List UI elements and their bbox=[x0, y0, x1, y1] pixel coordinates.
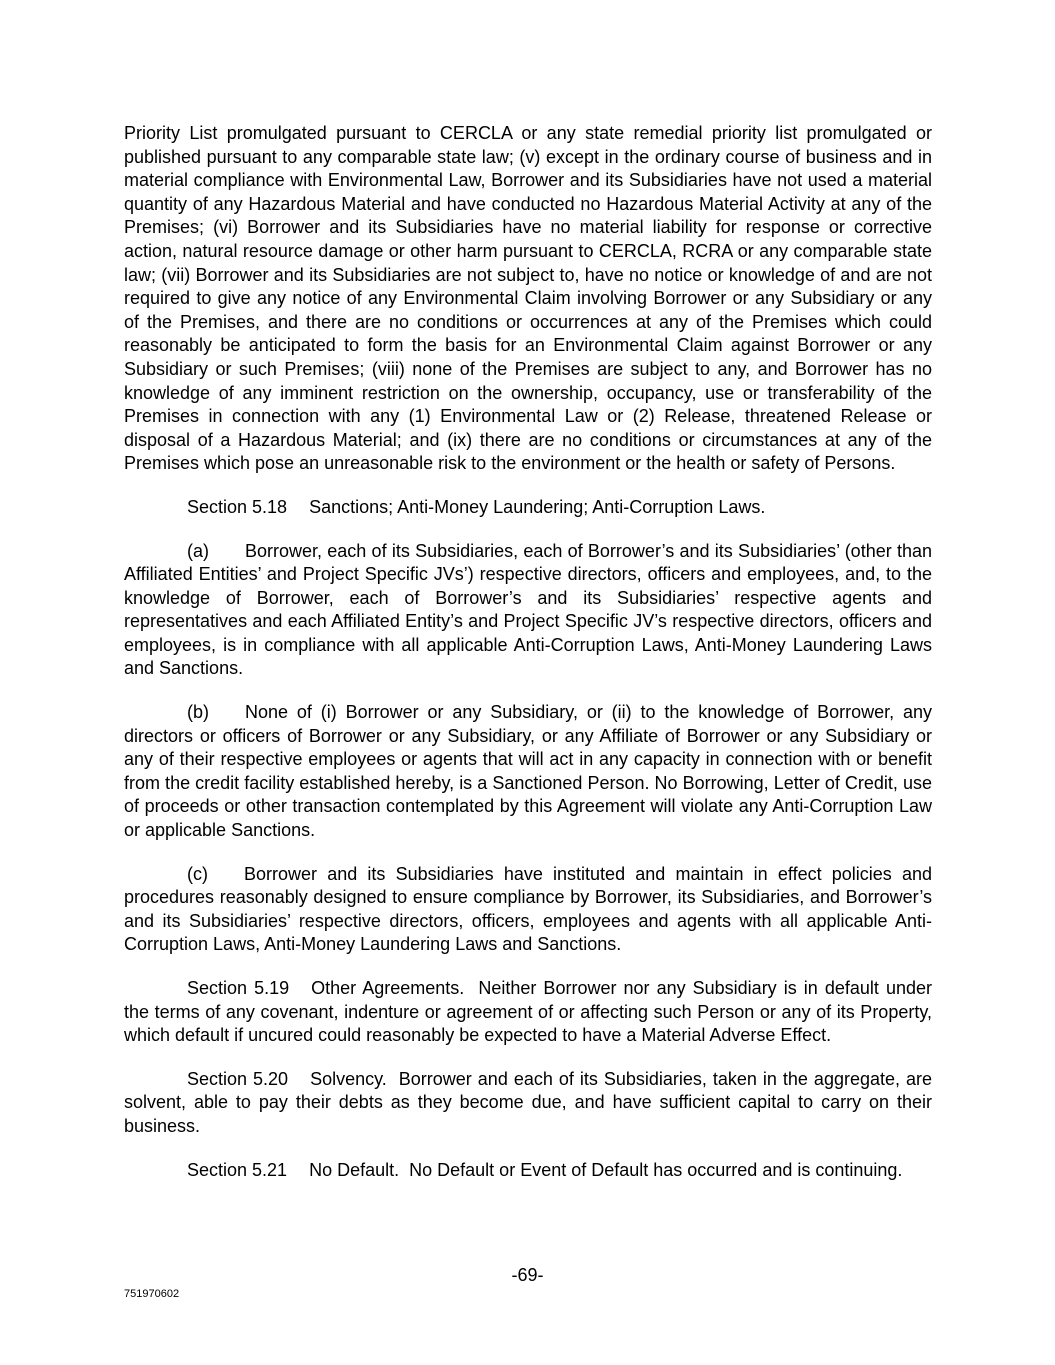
section-number: Section 5.19 bbox=[187, 978, 290, 998]
section-number: Section 5.21 bbox=[187, 1159, 288, 1180]
section-text: Borrower and each of its Subsidiaries, taken in the aggregate, are solvent, able to pay their debts as they become due, and have sufficient capital to carry on their business. bbox=[124, 1068, 933, 1136]
clause-text: Borrower, each of its Subsidiaries, each of Borrower’s and its Subsidiaries’ (other than Affiliated Entities’ and Project Specific JVs’) respective directors, officers and employees, and, to the knowledge of Borrower, each of Borrower’s and its Subsidiaries’ respective agents and representatives and each Affiliated Entity’s and Project Specific JV’s respective directors, officers and employees, is in compliance with all applicable Anti-Corruption Laws, Anti-Money Laundering Laws and Sanctions. bbox=[124, 540, 932, 679]
section-text: No Default or Event of Default has occurred and is continuing. bbox=[409, 1159, 903, 1180]
clause-label: (b) bbox=[187, 702, 209, 723]
section-title: No Default. bbox=[309, 1159, 400, 1180]
section-number: Section 5.20 bbox=[187, 1068, 289, 1089]
clause-label: (c) bbox=[187, 863, 208, 884]
clause-label: (a) bbox=[187, 540, 209, 561]
section-title: Sanctions; Anti-Money Laundering; Anti-Corruption Laws. bbox=[309, 496, 766, 517]
section-5-21 bbox=[124, 1159, 932, 1183]
document-page bbox=[124, 122, 932, 1202]
clause-a bbox=[124, 540, 932, 682]
clause-text: None of (i) Borrower or any Subsidiary, or (ii) to the knowledge of Borrower, any directors or officers of Borrower or any Subsidiary, or any Affiliate of Borrower or any Subsidiary or any of their respective employees or agents that will act in any capacity in connection with or benefit from the credit facility established hereby, is a Sanctioned Person. No Borrowing, Letter of Credit, use of proceeds or other transaction contemplated by this Agreement will violate any Anti-Corruption Law or applicable Sanctions. bbox=[124, 702, 932, 841]
page-number: -69- bbox=[511, 1265, 544, 1285]
section-5-18-heading bbox=[124, 496, 932, 520]
section-5-19 bbox=[124, 977, 932, 1048]
clause-c bbox=[124, 863, 932, 957]
section-title: Other Agreements. bbox=[311, 978, 465, 998]
clause-b bbox=[124, 701, 932, 843]
section-text: Neither Borrower nor any Subsidiary is in default under the terms of any covenant, indenture or agreement of or affecting such Person or any of its Property, which default if uncured could reasonably be expected to have a Material Adverse Effect. bbox=[124, 978, 932, 1046]
paragraph-continuation: Priority List promulgated pursuant to CERCLA or any state remedial priority list promulgated or published pursuant to any comparable state law; (v) except in the ordinary course of business and in material compliance with Environmental Law, Borrower and its Subsidiaries have not used a material quantity of any Hazardous Material and have conducted no Hazardous Material Activity at any of the Premises; (vi) Borrower and its Subsidiaries have no material liability for response or corrective action, natural resource damage or other harm pursuant to CERCLA, RCRA or any comparable state law; (vii) Borrower and its Subsidiaries are not subject to, have no notice or knowledge of and are not required to give any notice of any Environmental Claim involving Borrower or any Subsidiary or any of the Premises, and there are no conditions or occurrences at any of the Premises which could reasonably be anticipated to form the basis for an Environmental Claim against Borrower or any Subsidiary or such Premises; (viii) none of the Premises are subject to any, and Borrower has no knowledge of any imminent restriction on the ownership, occupancy, use or transferability of the Premises in connection with any (1) Environmental Law or (2) Release, threatened Release or disposal of a Hazardous Material; and (ix) there are no conditions or circumstances at any of the Premises which pose an unreasonable risk to the environment or the health or safety of Persons. bbox=[124, 123, 932, 474]
document-id: 751970602 bbox=[124, 1288, 180, 1300]
section-5-20 bbox=[124, 1068, 932, 1139]
clause-text: Borrower and its Subsidiaries have instituted and maintain in effect policies and procedures reasonably designed to ensure compliance by Borrower, its Subsidiaries, and Borrower’s and its Subsidiaries’ respective directors, officers, employees and agents with all applicable Anti-Corruption Laws, Anti-Money Laundering Laws and Sanctions. bbox=[124, 863, 932, 955]
section-number: Section 5.18 bbox=[187, 496, 288, 517]
section-title: Solvency. bbox=[310, 1068, 387, 1089]
